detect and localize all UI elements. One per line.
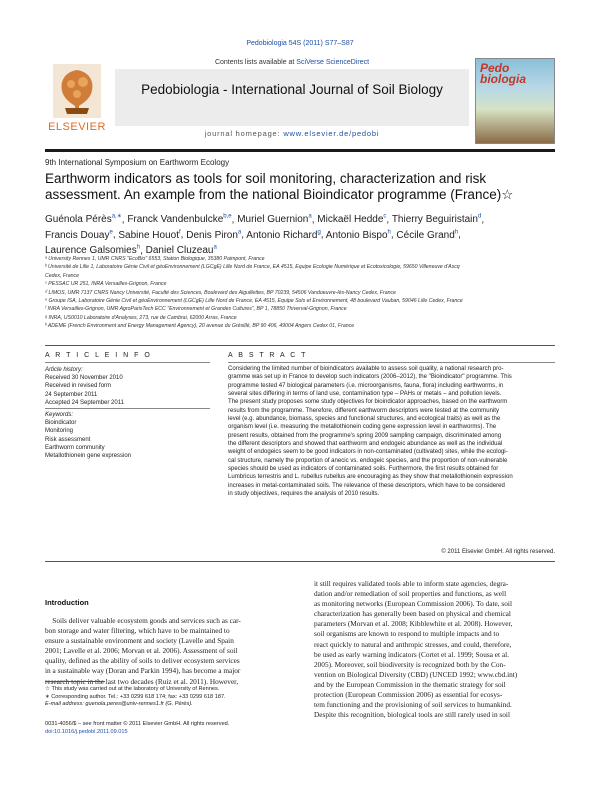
author[interactable]: Francis Douay$^e$ xyxy=(45,229,113,241)
divider xyxy=(45,345,555,346)
symposium-label: 9th International Symposium on Earthworm Ecology xyxy=(45,158,230,167)
affiliations xyxy=(45,255,565,331)
author[interactable]: Sabine Houot$^f$ xyxy=(118,229,181,241)
footnote: ∗ Corresponding author. Tel.: +33 0299 618 174; fax: +33 0299 618 187. xyxy=(45,693,226,700)
author-list: Guénola Pérès$^{a,∗}$, Franck Vandenbulcke$^{b,e}$, Muriel Guernion$^a$, Mickaël Hedde$^c$, Thierry Beguiristain$^d$, Francis Douay$^e$, Sabine Houot$^f$, Denis Piron$^a$, Antonio Richard$^g$, Antonio Bispo$^h$, Cécile Grand$^h$, Laurence Galsomies$^h$, Daniel Cluzeau$^a$ xyxy=(45,214,485,256)
keyword: Bioindicator xyxy=(45,420,77,427)
keywords-label: Keywords: xyxy=(45,412,74,418)
header-box xyxy=(115,69,469,126)
journal-title: Pedobiologia - International Journal of Soil Biology xyxy=(141,82,443,97)
footnote: ☆ This study was carried out at the laboratory of University of Rennes. xyxy=(45,686,220,692)
body-line: Despite this recognition, biological tools are still rarely used in soil xyxy=(314,710,510,720)
body-line: ensure a sustainable environment and society (Lavelle and Spain xyxy=(45,636,234,646)
body-line: tem functioning and the provisioning of soil services to humankind. xyxy=(314,700,512,710)
article-title xyxy=(45,171,555,203)
homepage-link[interactable]: www.elsevier.de/pedobi xyxy=(283,129,380,138)
author[interactable]: Antonio Bispo$^h$ xyxy=(325,229,391,241)
article-history xyxy=(45,366,210,407)
body-line: 2005). Moreover, soil biodiversity is recognized both by the Con- xyxy=(314,659,506,669)
journal-header xyxy=(45,58,555,145)
abstract-line: species should be used as indicators of contaminated soils. Furthermore, the first results obtained for xyxy=(228,466,499,473)
author[interactable]: Cécile Grand$^h$ xyxy=(396,229,459,241)
body-line: parameters (Morvan et al. 2008; Kibblewhite et al. 2008). However, xyxy=(314,619,513,629)
author[interactable]: Mickaël Hedde$^c$ xyxy=(317,214,387,226)
cover-title: Pedo biologia xyxy=(480,61,526,86)
body-line: bon storage and water filtering, which have to be maintained to xyxy=(45,626,230,636)
title-line: Earthworm indicators as tools for soil monitoring, characterization and risk xyxy=(45,171,487,186)
body-line: and by the European Commission in the thematic strategy for soil xyxy=(314,679,506,689)
publisher-name: ELSEVIER xyxy=(48,121,106,133)
abstract-heading: A B S T R A C T xyxy=(228,352,308,359)
body-line: research topic in the last two decades (Ruiz et al. 2011). However, xyxy=(45,676,239,686)
body-line: dation and/or remediation of soil properties and functions, as well xyxy=(314,589,507,599)
body-line: protection (European Commission 2006) as essential for ecosys- xyxy=(314,690,503,700)
author[interactable]: Franck Vandenbulcke$^{b,e}$ xyxy=(127,214,232,226)
body-column-left xyxy=(45,616,299,687)
affiliation: ʰ ADEME (French Environment and Energy Management Agency), 20 avenue du Grésillé, BP 90 406, 49004 Angers Cedex 01, France xyxy=(45,323,355,330)
divider xyxy=(45,561,555,562)
body-line: characterization has generally been based on physical and chemical xyxy=(314,609,511,619)
body-column-right xyxy=(314,579,562,720)
affiliation: ᵈ LIMOS, UMR 7137 CNRS Nancy Université, Faculté des Sciences, Boulevard des Aiguillettes, BP 70239, 54506 Vandoeuvre-lès-Nancy Cedex, France xyxy=(45,289,396,296)
doi-link[interactable]: doi:10.1016/j.pedobi.2011.09.015 xyxy=(45,728,128,735)
divider xyxy=(228,362,555,363)
abstract-line: weight of endogeics seem to be good indicators in non-contaminated (cultivated) sites, while the ecologi- xyxy=(228,449,508,456)
journal-homepage xyxy=(115,129,469,138)
affiliation: Cedex, France xyxy=(45,272,80,279)
abstract-line: organism level (i.e. measuring the metallothionein coding gene expression level in earthworms). The xyxy=(228,424,497,431)
abstract-line: The present study proposes some study objectives for bioindicator approaches, based on the earthworm xyxy=(228,399,508,406)
section-heading-introduction: Introduction xyxy=(45,598,89,607)
header-divider xyxy=(45,149,555,152)
body-line: quality, defined as the ability of soils to deliver ecosystem services xyxy=(45,656,240,666)
homepage-prefix: journal homepage: xyxy=(204,129,284,138)
abstract-text xyxy=(228,365,555,499)
divider xyxy=(45,408,210,409)
affiliation: ᵃ University Rennes 1, UMR CNRS "EcoBio" 6553, Station Biologique, 35380 Paimpont, France xyxy=(45,256,265,262)
body-line: vention on Biological Diversity (CBD) (UNCED 1992; www.cbd.int) xyxy=(314,669,518,679)
body-line: in a sustainable way (Doran and Parkin 1994), has become a major xyxy=(45,666,241,676)
abstract-line: results from the programme. Therefore, different earthworm descriptors were tested at the community xyxy=(228,407,499,414)
body-line: as monitoring networks (European Commission 2006). To date, soil xyxy=(314,599,512,609)
affiliation: ᶜ PESSAC UR 251, INRA Versailles-Grignon, France xyxy=(45,281,167,288)
abstract-line: in study objectives, requires the analysis of 2010 results. xyxy=(228,491,380,498)
author[interactable]: Daniel Cluzeau$^a$ xyxy=(145,244,217,256)
abstract-line: cal structure, namely the proportion of anecic vs. endogeic species, and the proportion of non-vulnerable xyxy=(228,457,508,464)
divider xyxy=(45,362,210,363)
contents-prefix: Contents lists available at xyxy=(214,59,297,66)
author[interactable]: Muriel Guernion$^a$ xyxy=(237,214,312,226)
affiliation: ᵉ Groupe ISA, Laboratoire Génie Civil et géoEnvironnement (LGCgE) Lille Nord de France, EA 4515, Equipe Sols et Environnement, 48 boulevard Vauban, 59046 Lille Cedex, France xyxy=(45,298,463,305)
sciencedirect-link[interactable]: SciVerse ScienceDirect xyxy=(296,59,370,66)
body-line: react quickly to natural and anthropic stresses, and could, therefore, xyxy=(314,639,512,649)
author[interactable]: Guénola Pérès$^{a,∗}$ xyxy=(45,214,122,226)
journal-citation[interactable]: Pedobiologia 54S (2011) S77–S87 xyxy=(246,40,354,47)
body-line: Soils deliver valuable ecosystem goods and services such as car- xyxy=(45,616,241,625)
abstract-line: gramme was set up in France to develop such indicators (2006–2012), the "Bioindicator" programme. This xyxy=(228,374,512,381)
body-line: it still requires validated tools able to inform state agencies, degra- xyxy=(314,579,509,588)
history-item: 24 September 2011 xyxy=(45,391,98,398)
abstract-line: present results, obtained from the programme's spring 2009 sampling campaign, discriminated among xyxy=(228,432,502,439)
abstract-line: Lumbricus terrestris and L. rubellus rubellus are encouraging as they show that metallothionein expression xyxy=(228,474,513,481)
elsevier-logo[interactable] xyxy=(45,58,109,140)
keyword: Monitoring xyxy=(45,428,74,435)
history-item: Received 30 November 2010 xyxy=(45,375,123,382)
abstract-line: increases in metal-contaminated soils. The relevance of these descriptors, which have to be considered xyxy=(228,482,505,489)
author[interactable]: Antonio Richard$^g$ xyxy=(246,229,321,241)
issn-line: 0031-4056/$ – see front matter © 2011 Elsevier GmbH. All rights reserved. xyxy=(45,721,230,727)
author[interactable]: Thierry Beguiristain$^d$ xyxy=(391,214,482,226)
abstract-line: several sites differing in terms of land use, contamination type – PAHs or metals – and pollution levels. xyxy=(228,391,502,398)
abstract-line: programme tested 47 biological parameters (i.e. microorganisms, fauna, flora) including earthworms, in xyxy=(228,382,504,389)
affiliation: ᶠ INRA Versailles-Grignon, UMR AgroParisTech ECC "Environnement et Grandes Cultures", BP 1, 78850 Thiverval-Grignon, France xyxy=(45,306,347,313)
keyword: Risk assessment xyxy=(45,436,91,443)
abstract-line: level (e.g. abundance, biomass, species and functional structures, and ecological traits) as well as the xyxy=(228,416,501,423)
article-info-heading: A R T I C L E I N F O xyxy=(45,352,152,359)
copyright: © 2011 Elsevier GmbH. All rights reserved. xyxy=(441,549,555,555)
affiliation: ᵍ INRA, US0010 Laboratoire d'Analyses, 273, rue de Cambrai, 62000 Arras, France xyxy=(45,314,237,321)
title-line: assessment. An example from the national Bioindicator programme (France)☆ xyxy=(45,187,514,202)
footnote[interactable]: E-mail address: guenola.peres@univ-rennes1.fr (G. Pérès). xyxy=(45,701,193,707)
body-line: soil organisms are known to respond to multiple impacts and to xyxy=(314,629,500,639)
affiliation: ᵇ Université de Lille 1, Laboratoire Génie Civil et géoEnvironnement (LGCgE) Lille Nord de France, EA 4515, Equipe Ecologie Numérique et Ecotoxicologie, 59650 Villeneuve d'Ascq xyxy=(45,264,460,271)
body-line: be used as early warning indicators (Cortet et al. 1999; Sousa et al. xyxy=(314,649,509,659)
elsevier-tree-icon xyxy=(53,64,101,118)
footnotes xyxy=(45,686,299,709)
abstract-line: Considering the limited number of bioindicators available to assess soil quality, a national research pro- xyxy=(228,366,504,372)
footnote-divider xyxy=(45,681,105,682)
keywords xyxy=(45,411,210,460)
author[interactable]: Denis Piron$^a$ xyxy=(186,229,242,241)
journal-cover-image[interactable] xyxy=(475,58,555,144)
history-item: Accepted 24 September 2011 xyxy=(45,399,124,406)
abstract-line: the different descriptors and showed that earthworm and endogeic abundance as well as the individual xyxy=(228,441,503,448)
keyword: Earthworm community xyxy=(45,444,105,451)
keyword: Metallothionein gene expression xyxy=(45,453,132,460)
contents-line xyxy=(115,59,469,66)
body-line: 2001; Lavelle et al. 2006; Morvan et al. 2006). Assessment of soil xyxy=(45,646,238,656)
history-item: Received in revised form xyxy=(45,383,112,390)
author[interactable]: Laurence Galsomies$^h$ xyxy=(45,244,141,256)
history-label: Article history: xyxy=(45,367,83,373)
issn-doi xyxy=(45,721,299,736)
